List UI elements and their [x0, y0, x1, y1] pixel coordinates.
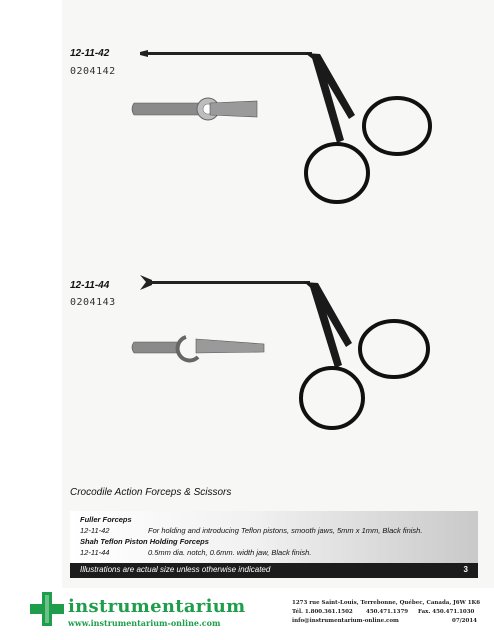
footer-bar	[70, 563, 478, 578]
piston-hook	[178, 337, 198, 360]
shah-forceps-illustration	[0, 265, 494, 445]
handwritten-number-1: 0204142	[70, 66, 116, 77]
brand-logo-text: instrumentarium	[68, 596, 246, 617]
forceps-upper-ring	[360, 321, 428, 377]
piston-rod-left	[132, 342, 178, 353]
forceps-jaw	[140, 275, 152, 290]
contact-tel: Tél. 1.800.361.1502	[292, 609, 353, 615]
medical-cross-icon	[30, 592, 64, 626]
item-code-1: 12-11-42	[70, 48, 110, 59]
forceps-shaft	[140, 52, 312, 55]
forceps-lower-ring	[301, 368, 363, 428]
item-code-2: 12-11-44	[70, 280, 110, 291]
section-title: Crocodile Action Forceps & Scissors	[70, 487, 232, 498]
contact-tel-2: 450.471.1379	[366, 609, 409, 615]
product-name-2: Shah Teflon Piston Holding Forceps	[80, 537, 209, 546]
contact-email[interactable]: info@instrumentarium-online.com	[292, 618, 399, 624]
piston-rod-right	[210, 101, 257, 117]
product-description-1: For holding and introducing Teflon pistons, smooth jaws, 5mm x 1mm, Black finish.	[148, 526, 423, 535]
forceps-shaft	[150, 281, 310, 284]
document-date: 07/2014	[452, 618, 477, 624]
handwritten-number-2: 0204143	[70, 297, 116, 308]
forceps-tip	[140, 50, 148, 57]
product-code-2: 12-11-44	[80, 548, 110, 557]
piston-rod-right	[196, 339, 264, 353]
piston-rod-left	[132, 103, 200, 115]
contact-address: 1273 rue Saint-Louis, Terrebonne, Québec, Canada, J6W 1K6	[292, 600, 481, 606]
product-info-box	[70, 511, 478, 563]
product-description-2: 0.5mm dia. notch, 0.6mm. width jaw, Black finish.	[148, 548, 312, 557]
page-number: 3	[463, 565, 468, 574]
brand-website-link[interactable]: www.instrumentarium-online.com	[68, 618, 221, 628]
fuller-forceps-illustration	[0, 40, 494, 260]
product-code-1: 12-11-42	[80, 526, 110, 535]
forceps-lower-ring	[306, 144, 368, 202]
contact-fax: Fax. 450.471.1030	[418, 609, 475, 615]
forceps-upper-ring	[364, 98, 430, 154]
illustration-note: Illustrations are actual size unless otherwise indicated	[80, 565, 271, 574]
product-name-1: Fuller Forceps	[80, 515, 132, 524]
